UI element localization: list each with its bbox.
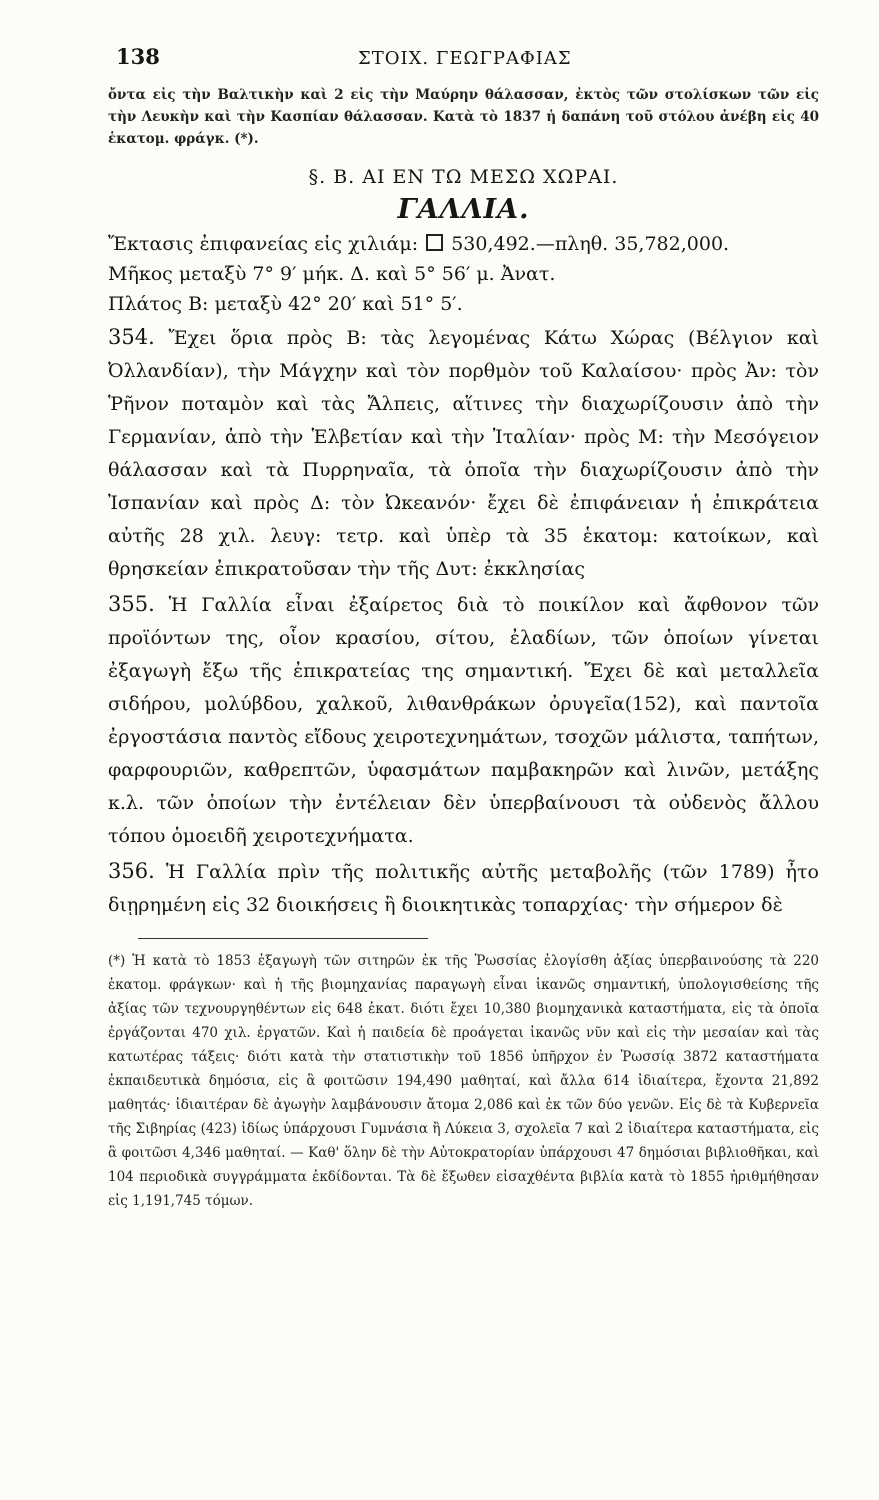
area-value: 530,492.—πληθ. 35,782,000. — [451, 233, 730, 255]
paragraph-text: Ἡ Γαλλία εἶναι ἐξαίρετος διὰ τὸ ποικίλον καὶ ἄφθονον τῶν προϊόντων της, οἷον κρασίου, σίτου, ἐλαδίων, τῶν ὁποίων γίνεται ἐξαγωγὴ ἔξω τῆς ἐπικρατείας της σημαντική. Ἔχει δὲ καὶ μεταλλεῖα σιδήρου, μολύβδου, χαλκοῦ, λιθανθράκων ὀρυγεῖα(152), καὶ παντοῖα ἐργοστάσια παντὸς εἴδους χειροτεχνημάτων, τσοχῶν μάλιστα, ταπήτων, φαρφουριῶν, καθρεπτῶν, ὑφασμάτων παμβακηρῶν καὶ λινῶν, μετάξης κ.λ. τῶν ὁποίων τὴν ἐντέλειαν δὲν ὑπερβαίνουσι τὰ οὐδενὸς ἄλλου τόπου ὁμοειδῆ χειροτεχνήματα. — [108, 594, 819, 847]
paragraph-number: 356. — [108, 859, 155, 883]
paragraph-number: 355. — [108, 592, 155, 616]
paragraph-number: 354. — [108, 325, 155, 349]
longitude-stat: Μῆκος μεταξὺ 7° 9′ μήκ. Δ. καὶ 5° 56′ μ. Ἀνατ. — [108, 263, 556, 285]
paragraph-text: Ἔχει ὅρια πρὸς Β: τὰς λεγομένας Κάτω Χώρας (Βέλγιον καὶ Ὀλλανδίαν), τὴν Μάγχην καὶ τὸν πορθμὸν τοῦ Καλαίσου· πρὸς Ἀν: τὸν Ῥῆνον ποταμὸν καὶ τὰς Ἄλπεις, αἵτινες τὴν διαχωρίζουσιν ἀπὸ τὴν Γερμανίαν, ἀπὸ τὴν Ἑλβετίαν καὶ τὴν Ἰταλίαν· πρὸς Μ: τὴν Μεσόγειον θάλασσαν καὶ τὰ Πυρρηναῖα, τὰ ὁποῖα τὴν διαχωρίζουσιν ἀπὸ τὴν Ἰσπανίαν καὶ πρὸς Δ: τὸν Ὠκεανόν· ἔχει δὲ ἐπιφάνειαν ἡ ἐπικράτεια αὐτῆς 28 χιλ. λευγ: τετρ. καὶ ὑπὲρ τὰ 35 ἑκατομ: κατοίκων, καὶ θρησκείαν ἐπικρατοῦσαν τὴν τῆς Δυτ: ἐκκλησίας — [108, 327, 819, 580]
section-heading: §. Β. ΑΙ ΕΝ ΤΩ ΜΕΣΩ ΧΩΡΑΙ. — [308, 166, 619, 188]
country-title: ΓΑΛΛΙΑ. — [397, 194, 530, 225]
continuation-text: ὄντα εἰς τὴν Βαλτικὴν καὶ 2 εἰς τὴν Μαύρην θάλασσαν, ἐκτὸς τῶν στολίσκων τῶν εἰς τὴν Λευκὴν καὶ τὴν Κασπίαν θάλασσαν. Κατὰ τὸ 1837 ἡ δαπάνη τοῦ στόλου ἀνέβη εἰς 40 ἑκατομ. φράγκ. (*). — [108, 87, 819, 147]
paragraph-text: Ἡ Γαλλία πρὶν τῆς πολιτικῆς αὐτῆς μεταβολῆς (τῶν 1789) ἦτο διῃρημένη εἰς 32 διοικήσεις ἢ διοικητικὰς τοπαρχίας· τὴν σήμερον δὲ — [108, 861, 819, 916]
latitude-stat: Πλάτος Β: μεταξὺ 42° 20′ καὶ 51° 5′. — [108, 293, 463, 315]
footnote: (*) Ἡ κατὰ τὸ 1853 ἐξαγωγὴ τῶν σιτηρῶν ἐκ τῆς Ῥωσσίας ἐλογίσθη ἀξίας ὑπερβαινούσης τὰ 220 ἑκατομ. φράγκων· καὶ ἡ τῆς βιομηχανίας παραγωγὴ εἶναι ἱκανῶς σημαντική, ὑπολογισθείσης τῆς ἀξίας τῶν τεχνουργηθέντων εἰς 648 ἑκατ. διότι ἔχει 10,380 βιομηχανικὰ καταστήματα, εἰς τὰ ὁποῖα ἐργάζονται 470 χιλ. ἐργατῶν. Καὶ ἡ παιδεία δὲ προάγεται ἱκανῶς νῦν καὶ εἰς τὴν μεσαίαν καὶ τὰς κατωτέρας τάξεις· διότι κατὰ τὴν στατιστικὴν τοῦ 1856 ὑπῆρχον ἐν Ῥωσσίᾳ 3872 καταστήματα ἐκπαιδευτικὰ δημόσια, εἰς ἃ φοιτῶσιν 194,490 μαθηταί, καὶ ἄλλα 614 ἰδιαίτερα, ἔχοντα 21,892 μαθητάς· ἰδιαιτέραν δὲ ἀγωγὴν λαμβάνουσιν ἄτομα 2,086 καὶ ἐκ τῶν δύο γενῶν. Εἰς δὲ τὰ Κυβερνεῖα τῆς Σιβηρίας (423) ἰδίως ὑπάρχουσι Γυμνάσια ἢ Λύκεια 3, σχολεῖα 7 καὶ 2 ἰδιαίτερα καταστήματα, εἰς ἃ φοιτῶσι 4,346 μαθηταί. — Καθ' ὅλην δὲ τὴν Αὐτοκρατορίαν ὑπάρχουσι 47 δημόσιαι βιβλιοθῆκαι, καὶ 104 περιοδικὰ συγγράμματα ἐκδίδονται. Τὰ δὲ ἔξωθεν εἰσαχθέντα βιβλία κατὰ τὸ 1855 ἠριθμήθησαν εἰς 1,191,745 τόμων. — [108, 953, 819, 1209]
paragraph-354 — [108, 321, 819, 586]
running-title: ΣΤΟΙΧ. ΓΕΩΓΡΑΦΙΑΣ — [358, 48, 572, 69]
paragraph-355 — [108, 588, 819, 853]
footnote-divider — [138, 938, 428, 939]
square-icon — [426, 234, 443, 251]
page-header — [108, 44, 819, 80]
paragraph-356 — [108, 855, 819, 922]
area-label: Ἔκτασις ἐπιφανείας εἰς χιλιάμ: — [108, 233, 419, 255]
area-stat — [108, 229, 819, 259]
page-number: 138 — [116, 44, 160, 69]
